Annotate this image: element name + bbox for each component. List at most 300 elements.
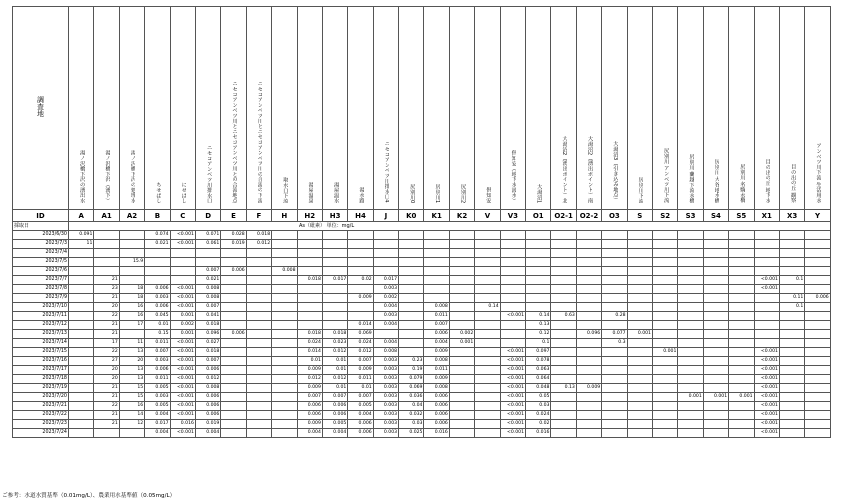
table-cell: 0.006: [348, 420, 373, 429]
table-cell: [297, 258, 322, 267]
column-name: 大湯沼2（湧出ポイント）北: [561, 136, 568, 203]
row-date: 2023/7/15: [13, 348, 69, 357]
table-cell: [399, 321, 424, 330]
table-cell: [779, 420, 804, 429]
column-name: 湯屋温水: [332, 181, 339, 203]
table-cell: [551, 303, 576, 312]
table-cell: <0.001: [754, 384, 779, 393]
column-id: V3: [500, 210, 525, 222]
table-cell: [779, 375, 804, 384]
table-cell: [449, 393, 474, 402]
table-cell: [322, 312, 347, 321]
table-cell: 0.011: [145, 375, 170, 384]
table-cell: <0.001: [754, 402, 779, 411]
table-cell: [348, 312, 373, 321]
table-cell: 11: [119, 339, 144, 348]
table-cell: [322, 231, 347, 240]
table-cell: [449, 231, 474, 240]
table-cell: [627, 312, 652, 321]
table-cell: [246, 348, 271, 357]
table-cell: <0.001: [500, 402, 525, 411]
table-cell: [475, 420, 500, 429]
row-date: 2023/7/9: [13, 294, 69, 303]
table-cell: 0.006: [195, 366, 220, 375]
table-cell: [373, 330, 398, 339]
table-cell: 0.008: [272, 267, 297, 276]
table-cell: [551, 240, 576, 249]
table-cell: 0.005: [145, 384, 170, 393]
table-cell: [805, 357, 830, 366]
table-cell: [779, 330, 804, 339]
table-cell: [602, 429, 627, 438]
table-cell: [373, 249, 398, 258]
column-id: O3: [602, 210, 627, 222]
table-cell: [272, 276, 297, 285]
table-cell: [678, 276, 703, 285]
table-cell: [703, 348, 728, 357]
table-cell: 0.1: [779, 303, 804, 312]
table-cell: [322, 321, 347, 330]
column-id: S: [627, 210, 652, 222]
table-cell: 20: [119, 357, 144, 366]
column-id: H2: [297, 210, 322, 222]
table-cell: [221, 285, 246, 294]
row-date: 2023/7/19: [13, 384, 69, 393]
table-cell: [246, 339, 271, 348]
table-cell: 0.005: [145, 402, 170, 411]
table-cell: [576, 420, 601, 429]
table-cell: <0.001: [170, 429, 195, 438]
table-cell: 0.016: [170, 420, 195, 429]
table-row: [13, 249, 831, 258]
table-row: [13, 312, 831, 321]
table-cell: [272, 294, 297, 303]
table-cell: [221, 249, 246, 258]
column-name: 倶知安: [484, 187, 491, 203]
table-cell: [348, 258, 373, 267]
row-date: 2023/7/10: [13, 303, 69, 312]
table-cell: [602, 420, 627, 429]
table-cell: [399, 303, 424, 312]
table-cell: [627, 402, 652, 411]
table-cell: 0.045: [145, 312, 170, 321]
table-cell: [475, 294, 500, 303]
table-cell: [221, 420, 246, 429]
table-cell: 0.01: [322, 384, 347, 393]
table-cell: [526, 240, 551, 249]
table-cell: 0.004: [297, 429, 322, 438]
table-cell: 0.001: [170, 330, 195, 339]
table-cell: [729, 231, 754, 240]
row-date: 2023/7/6: [13, 267, 69, 276]
table-cell: [551, 420, 576, 429]
table-cell: 21: [94, 276, 119, 285]
table-cell: [475, 321, 500, 330]
table-cell: [779, 357, 804, 366]
table-cell: [246, 402, 271, 411]
table-cell: 0.003: [145, 294, 170, 303]
table-cell: [526, 276, 551, 285]
table-cell: [729, 429, 754, 438]
table-cell: [779, 411, 804, 420]
table-cell: 0.018: [246, 231, 271, 240]
table-cell: [754, 240, 779, 249]
table-cell: 0.021: [195, 276, 220, 285]
table-cell: [652, 276, 677, 285]
table-cell: [729, 357, 754, 366]
table-cell: [526, 303, 551, 312]
table-cell: 0.004: [373, 303, 398, 312]
table-cell: [729, 366, 754, 375]
table-cell: [145, 258, 170, 267]
table-cell: [221, 348, 246, 357]
table-cell: [576, 348, 601, 357]
table-cell: 0.008: [424, 357, 449, 366]
table-cell: 0.006: [424, 330, 449, 339]
table-cell: [779, 321, 804, 330]
table-row: [13, 240, 831, 249]
table-cell: [69, 312, 94, 321]
date-label: 採取日: [13, 222, 69, 231]
table-cell: [652, 420, 677, 429]
table-cell: [678, 420, 703, 429]
table-cell: [703, 429, 728, 438]
table-cell: 0.006: [195, 402, 220, 411]
table-cell: [119, 267, 144, 276]
row-date: 2023/7/12: [13, 321, 69, 330]
table-cell: [551, 357, 576, 366]
table-cell: 0.069: [399, 384, 424, 393]
table-cell: [805, 402, 830, 411]
column-name: 尻別川 蘭越下流水橋: [688, 153, 695, 203]
table-cell: [69, 366, 94, 375]
column-name-cell: [602, 7, 627, 210]
column-name: 湯ノ沢橋下沢（湧下）: [104, 150, 111, 203]
table-cell: [449, 249, 474, 258]
table-cell: 15: [119, 393, 144, 402]
table-row: [13, 258, 831, 267]
table-cell: 0.004: [373, 321, 398, 330]
table-cell: 0.28: [602, 312, 627, 321]
table-cell: [652, 330, 677, 339]
table-cell: [627, 231, 652, 240]
table-cell: [805, 312, 830, 321]
table-cell: [779, 402, 804, 411]
table-cell: 0.006: [424, 393, 449, 402]
table-cell: <0.001: [754, 285, 779, 294]
table-cell: [602, 294, 627, 303]
column-name-cell: [475, 7, 500, 210]
table-cell: 0.007: [195, 303, 220, 312]
table-row: [13, 330, 831, 339]
table-row: [13, 393, 831, 402]
table-cell: [754, 258, 779, 267]
table-cell: [551, 339, 576, 348]
table-cell: [500, 339, 525, 348]
table-cell: [703, 420, 728, 429]
table-cell: [69, 411, 94, 420]
table-cell: [500, 267, 525, 276]
column-name: 湯ノ沢橋下沢の湧出水: [78, 150, 85, 203]
column-id: B: [145, 210, 170, 222]
table-cell: [627, 429, 652, 438]
table-cell: 0.016: [526, 429, 551, 438]
table-cell: 0.13: [526, 321, 551, 330]
table-cell: [475, 357, 500, 366]
table-cell: [69, 402, 94, 411]
table-cell: 0.13: [551, 384, 576, 393]
table-cell: [576, 285, 601, 294]
table-cell: [449, 411, 474, 420]
table-cell: 0.063: [526, 366, 551, 375]
header-id-row: [13, 210, 831, 222]
table-cell: [703, 402, 728, 411]
table-cell: [779, 285, 804, 294]
table-cell: [678, 366, 703, 375]
row-date: 2023/7/21: [13, 402, 69, 411]
table-cell: 27: [94, 357, 119, 366]
table-cell: 0.009: [297, 384, 322, 393]
column-name: 目の出の丘 地下水: [764, 158, 771, 203]
table-cell: [576, 402, 601, 411]
table-cell: 23: [94, 285, 119, 294]
table-cell: <0.001: [170, 384, 195, 393]
row-date: 2023/7/5: [13, 258, 69, 267]
table-cell: [449, 294, 474, 303]
table-cell: [805, 384, 830, 393]
table-cell: 0.078: [526, 357, 551, 366]
table-cell: <0.001: [754, 348, 779, 357]
table-cell: 0.007: [145, 348, 170, 357]
table-cell: [551, 285, 576, 294]
table-cell: [449, 258, 474, 267]
table-row: [13, 384, 831, 393]
table-cell: 0.005: [348, 402, 373, 411]
table-cell: [678, 402, 703, 411]
table-cell: [805, 321, 830, 330]
column-id: O1: [526, 210, 551, 222]
table-cell: [399, 285, 424, 294]
table-cell: 0.006: [424, 420, 449, 429]
row-date: 2023/7/14: [13, 339, 69, 348]
table-cell: [475, 240, 500, 249]
table-cell: 0.1: [779, 276, 804, 285]
table-cell: 0.001: [449, 339, 474, 348]
table-cell: [272, 303, 297, 312]
table-cell: 0.004: [145, 429, 170, 438]
table-cell: [576, 240, 601, 249]
column-name-cell: [195, 7, 220, 210]
table-cell: [779, 429, 804, 438]
table-cell: 0.018: [297, 276, 322, 285]
table-cell: [348, 231, 373, 240]
table-cell: 0.001: [170, 312, 195, 321]
table-cell: [500, 240, 525, 249]
column-id: O2-1: [551, 210, 576, 222]
table-cell: [272, 285, 297, 294]
table-cell: [627, 321, 652, 330]
table-cell: [297, 294, 322, 303]
table-cell: [246, 321, 271, 330]
table-cell: 0.007: [348, 393, 373, 402]
table-cell: [246, 285, 271, 294]
table-cell: 0.036: [399, 393, 424, 402]
table-cell: [754, 249, 779, 258]
table-cell: [475, 411, 500, 420]
table-cell: 21: [94, 384, 119, 393]
table-cell: 0.02: [348, 276, 373, 285]
table-cell: [703, 267, 728, 276]
table-cell: 12: [119, 420, 144, 429]
table-cell: [475, 276, 500, 285]
table-cell: 18: [119, 285, 144, 294]
table-cell: [627, 285, 652, 294]
table-cell: 21: [94, 330, 119, 339]
table-cell: [449, 285, 474, 294]
table-cell: 0.006: [805, 294, 830, 303]
table-cell: 0.02: [526, 420, 551, 429]
table-cell: [272, 366, 297, 375]
table-cell: [703, 312, 728, 321]
table-cell: [69, 267, 94, 276]
table-cell: [551, 348, 576, 357]
table-cell: [729, 249, 754, 258]
table-cell: [551, 393, 576, 402]
table-cell: 0.012: [348, 348, 373, 357]
table-row: [13, 375, 831, 384]
row-date: 2023/7/7: [13, 276, 69, 285]
table-cell: [576, 339, 601, 348]
table-cell: 0.006: [145, 285, 170, 294]
table-cell: [652, 429, 677, 438]
table-cell: [754, 303, 779, 312]
table-cell: 0.032: [399, 411, 424, 420]
column-name: ニセコアンベツ川排水口: [205, 144, 212, 203]
table-cell: [272, 357, 297, 366]
table-cell: [678, 303, 703, 312]
table-cell: 0.008: [195, 285, 220, 294]
table-cell: 0.004: [322, 429, 347, 438]
table-cell: 0.007: [424, 321, 449, 330]
table-cell: [449, 321, 474, 330]
column-name: 尻別川下流: [637, 176, 644, 203]
table-cell: [652, 294, 677, 303]
table-cell: [373, 231, 398, 240]
column-name-cell: [551, 7, 576, 210]
column-name: ちせばし: [154, 181, 161, 203]
table-cell: 0.03: [399, 420, 424, 429]
table-cell: [449, 357, 474, 366]
table-cell: [526, 231, 551, 240]
table-cell: [449, 420, 474, 429]
table-cell: [678, 357, 703, 366]
table-cell: [703, 276, 728, 285]
table-cell: [602, 375, 627, 384]
table-row: [13, 321, 831, 330]
table-cell: [652, 312, 677, 321]
column-name: 大湯沼1: [535, 183, 542, 203]
table-cell: [119, 231, 144, 240]
column-name-cell: [652, 7, 677, 210]
table-cell: [475, 339, 500, 348]
table-cell: [475, 267, 500, 276]
table-cell: 22: [94, 402, 119, 411]
table-cell: 0.008: [195, 294, 220, 303]
table-cell: [94, 240, 119, 249]
table-cell: [754, 231, 779, 240]
table-cell: [678, 330, 703, 339]
table-cell: [652, 303, 677, 312]
table-cell: 0.006: [195, 393, 220, 402]
table-cell: [576, 321, 601, 330]
row-date: 2023/6/30: [13, 231, 69, 240]
table-cell: [678, 339, 703, 348]
table-cell: 0.003: [373, 357, 398, 366]
table-cell: [652, 285, 677, 294]
table-cell: [348, 267, 373, 276]
table-cell: 0.006: [297, 402, 322, 411]
table-cell: 22: [94, 312, 119, 321]
table-cell: <0.001: [500, 393, 525, 402]
table-cell: [703, 366, 728, 375]
column-name-cell: [322, 7, 347, 210]
table-row: [13, 411, 831, 420]
table-row: [13, 267, 831, 276]
table-cell: 0.001: [627, 330, 652, 339]
table-cell: [69, 276, 94, 285]
table-cell: [703, 258, 728, 267]
table-cell: [754, 339, 779, 348]
table-cell: [272, 429, 297, 438]
table-cell: 0.006: [221, 330, 246, 339]
table-cell: [805, 366, 830, 375]
table-cell: [652, 375, 677, 384]
table-cell: [69, 384, 94, 393]
table-cell: 16: [119, 303, 144, 312]
table-cell: [322, 285, 347, 294]
table-cell: [297, 267, 322, 276]
row-date: 2023/7/17: [13, 366, 69, 375]
column-name-cell: [119, 7, 144, 210]
table-cell: [703, 375, 728, 384]
table-cell: [627, 276, 652, 285]
table-cell: 0.001: [703, 393, 728, 402]
table-cell: [500, 249, 525, 258]
column-name-cell: [94, 7, 119, 210]
table-cell: [119, 276, 144, 285]
table-cell: [779, 366, 804, 375]
table-cell: [424, 294, 449, 303]
column-name: 倶知安（地下水汲水）: [510, 150, 517, 203]
table-cell: [703, 303, 728, 312]
table-cell: [322, 240, 347, 249]
table-cell: [69, 330, 94, 339]
table-cell: 0.096: [576, 330, 601, 339]
table-cell: [576, 375, 601, 384]
table-row: [13, 429, 831, 438]
table-cell: [221, 339, 246, 348]
table-cell: [424, 267, 449, 276]
table-cell: [754, 312, 779, 321]
table-cell: [652, 267, 677, 276]
table-cell: 0.19: [399, 366, 424, 375]
column-id: H: [272, 210, 297, 222]
row-date: 2023/7/4: [13, 249, 69, 258]
table-cell: 20: [94, 366, 119, 375]
table-cell: [322, 249, 347, 258]
table-cell: [69, 393, 94, 402]
table-cell: [627, 249, 652, 258]
